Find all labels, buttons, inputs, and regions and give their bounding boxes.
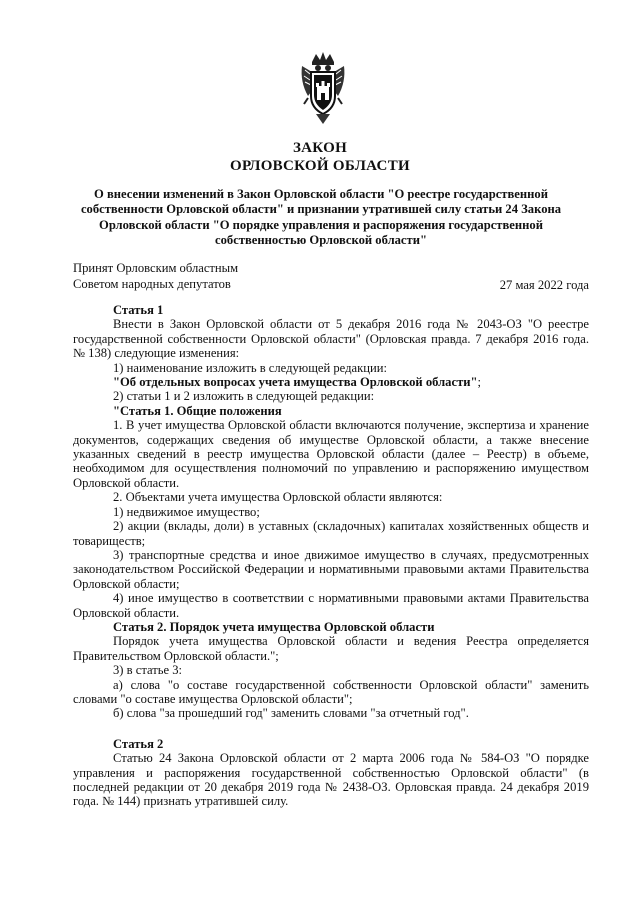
article-1-heading: Статья 1 (113, 303, 164, 317)
law-region-title: ОРЛОВСКОЙ ОБЛАСТИ (230, 158, 410, 174)
amendment-item-2: 2) статьи 1 и 2 изложить в следующей редакции: (113, 389, 375, 404)
amendment-item-3: 3) в статье 3: (113, 663, 183, 678)
accounting-object-2: 2) акции (вклады, доли) в уставных (складочных) капиталах хозяйственных обществ и товариществ; (73, 519, 589, 548)
new-law-name-text: "Об отдельных вопросах учета имущества Орловской области" (113, 375, 478, 390)
adoption-date: 27 мая 2022 года (499, 278, 589, 292)
accounting-object-4: 4) иное имущество в соответствии с нормативными правовыми актами Правительства Орловской области. (73, 591, 589, 620)
inserted-article-1-part-2: 2. Объектами учета имущества Орловской области являются: (113, 490, 443, 505)
amendment-item-3b: б) слова "за прошедший год" заменить словами "за отчетный год". (113, 706, 469, 721)
adoption-line-2: Советом народных депутатов (73, 276, 231, 291)
law-body (73, 303, 589, 809)
inserted-article-1-heading: "Статья 1. Общие положения (113, 403, 282, 418)
article-2-text: Статью 24 Закона Орловской области от 2 марта 2006 года № 584-ОЗ "О порядке управления и распоряжения государственной собственностью Орловской области" (в последней редакции от 20 декабря 2019 года № 2438-ОЗ. Орловская правда. 24 декабря 2019 года. № 144) признать утратившей силу. (73, 751, 589, 809)
inserted-article-2-text: Порядок учета имущества Орловской области и ведения Реестра определяется Правительством Орловской области."; (73, 634, 589, 663)
adoption-line-1: Принят Орловским областным (73, 261, 239, 275)
accounting-object-3: 3) транспортные средства и иное движимое имущество в случаях, предусмотренных законодательством Российской Федерации и нормативными правовыми актами Правительства Орловской области; (73, 547, 589, 591)
accounting-object-1: 1) недвижимое имущество; (113, 504, 260, 519)
article-2-heading: Статья 2 (113, 736, 164, 751)
new-law-name-tail: ; (477, 375, 481, 390)
orel-oblast-coat-of-arms-icon (298, 52, 348, 126)
amendment-item-1: 1) наименование изложить в следующей редакции: (113, 360, 387, 375)
inserted-article-1-part-1: 1. В учет имущества Орловской области включаются получение, экспертиза и хранение документов, содержащих сведения об имуществе Орловской области, а также внесение указанных сведений в реестр имущества Орловской области (далее – Реестр) в объеме, необходимом для осуществления полномочий по управлению и распоряжению имуществом Орловской области. (73, 418, 589, 490)
law-subtitle: О внесении изменений в Закон Орловской области "О реестре государственной собственности Орловской области" и признании утратившей силу статьи 24 Закона Орловской области "О порядке управления и распоряжения государственной собственностью Орловской области" (80, 187, 562, 247)
adoption-info (73, 261, 238, 292)
new-law-name (73, 375, 589, 389)
amendment-item-3a: а) слова "о составе государственной собственности Орловской области" заменить словами "о составе имущества Орловской области"; (73, 677, 589, 706)
article-1-intro: Внести в Закон Орловской области от 5 декабря 2016 года № 2043-ОЗ "О реестре государственной собственности Орловской области" (Орловская правда. 7 декабря 2016 года. № 138) следующие изменения: (73, 317, 589, 361)
inserted-article-2-heading: Статья 2. Порядок учета имущества Орловской области (113, 619, 435, 634)
law-title: ЗАКОН (292, 140, 348, 156)
